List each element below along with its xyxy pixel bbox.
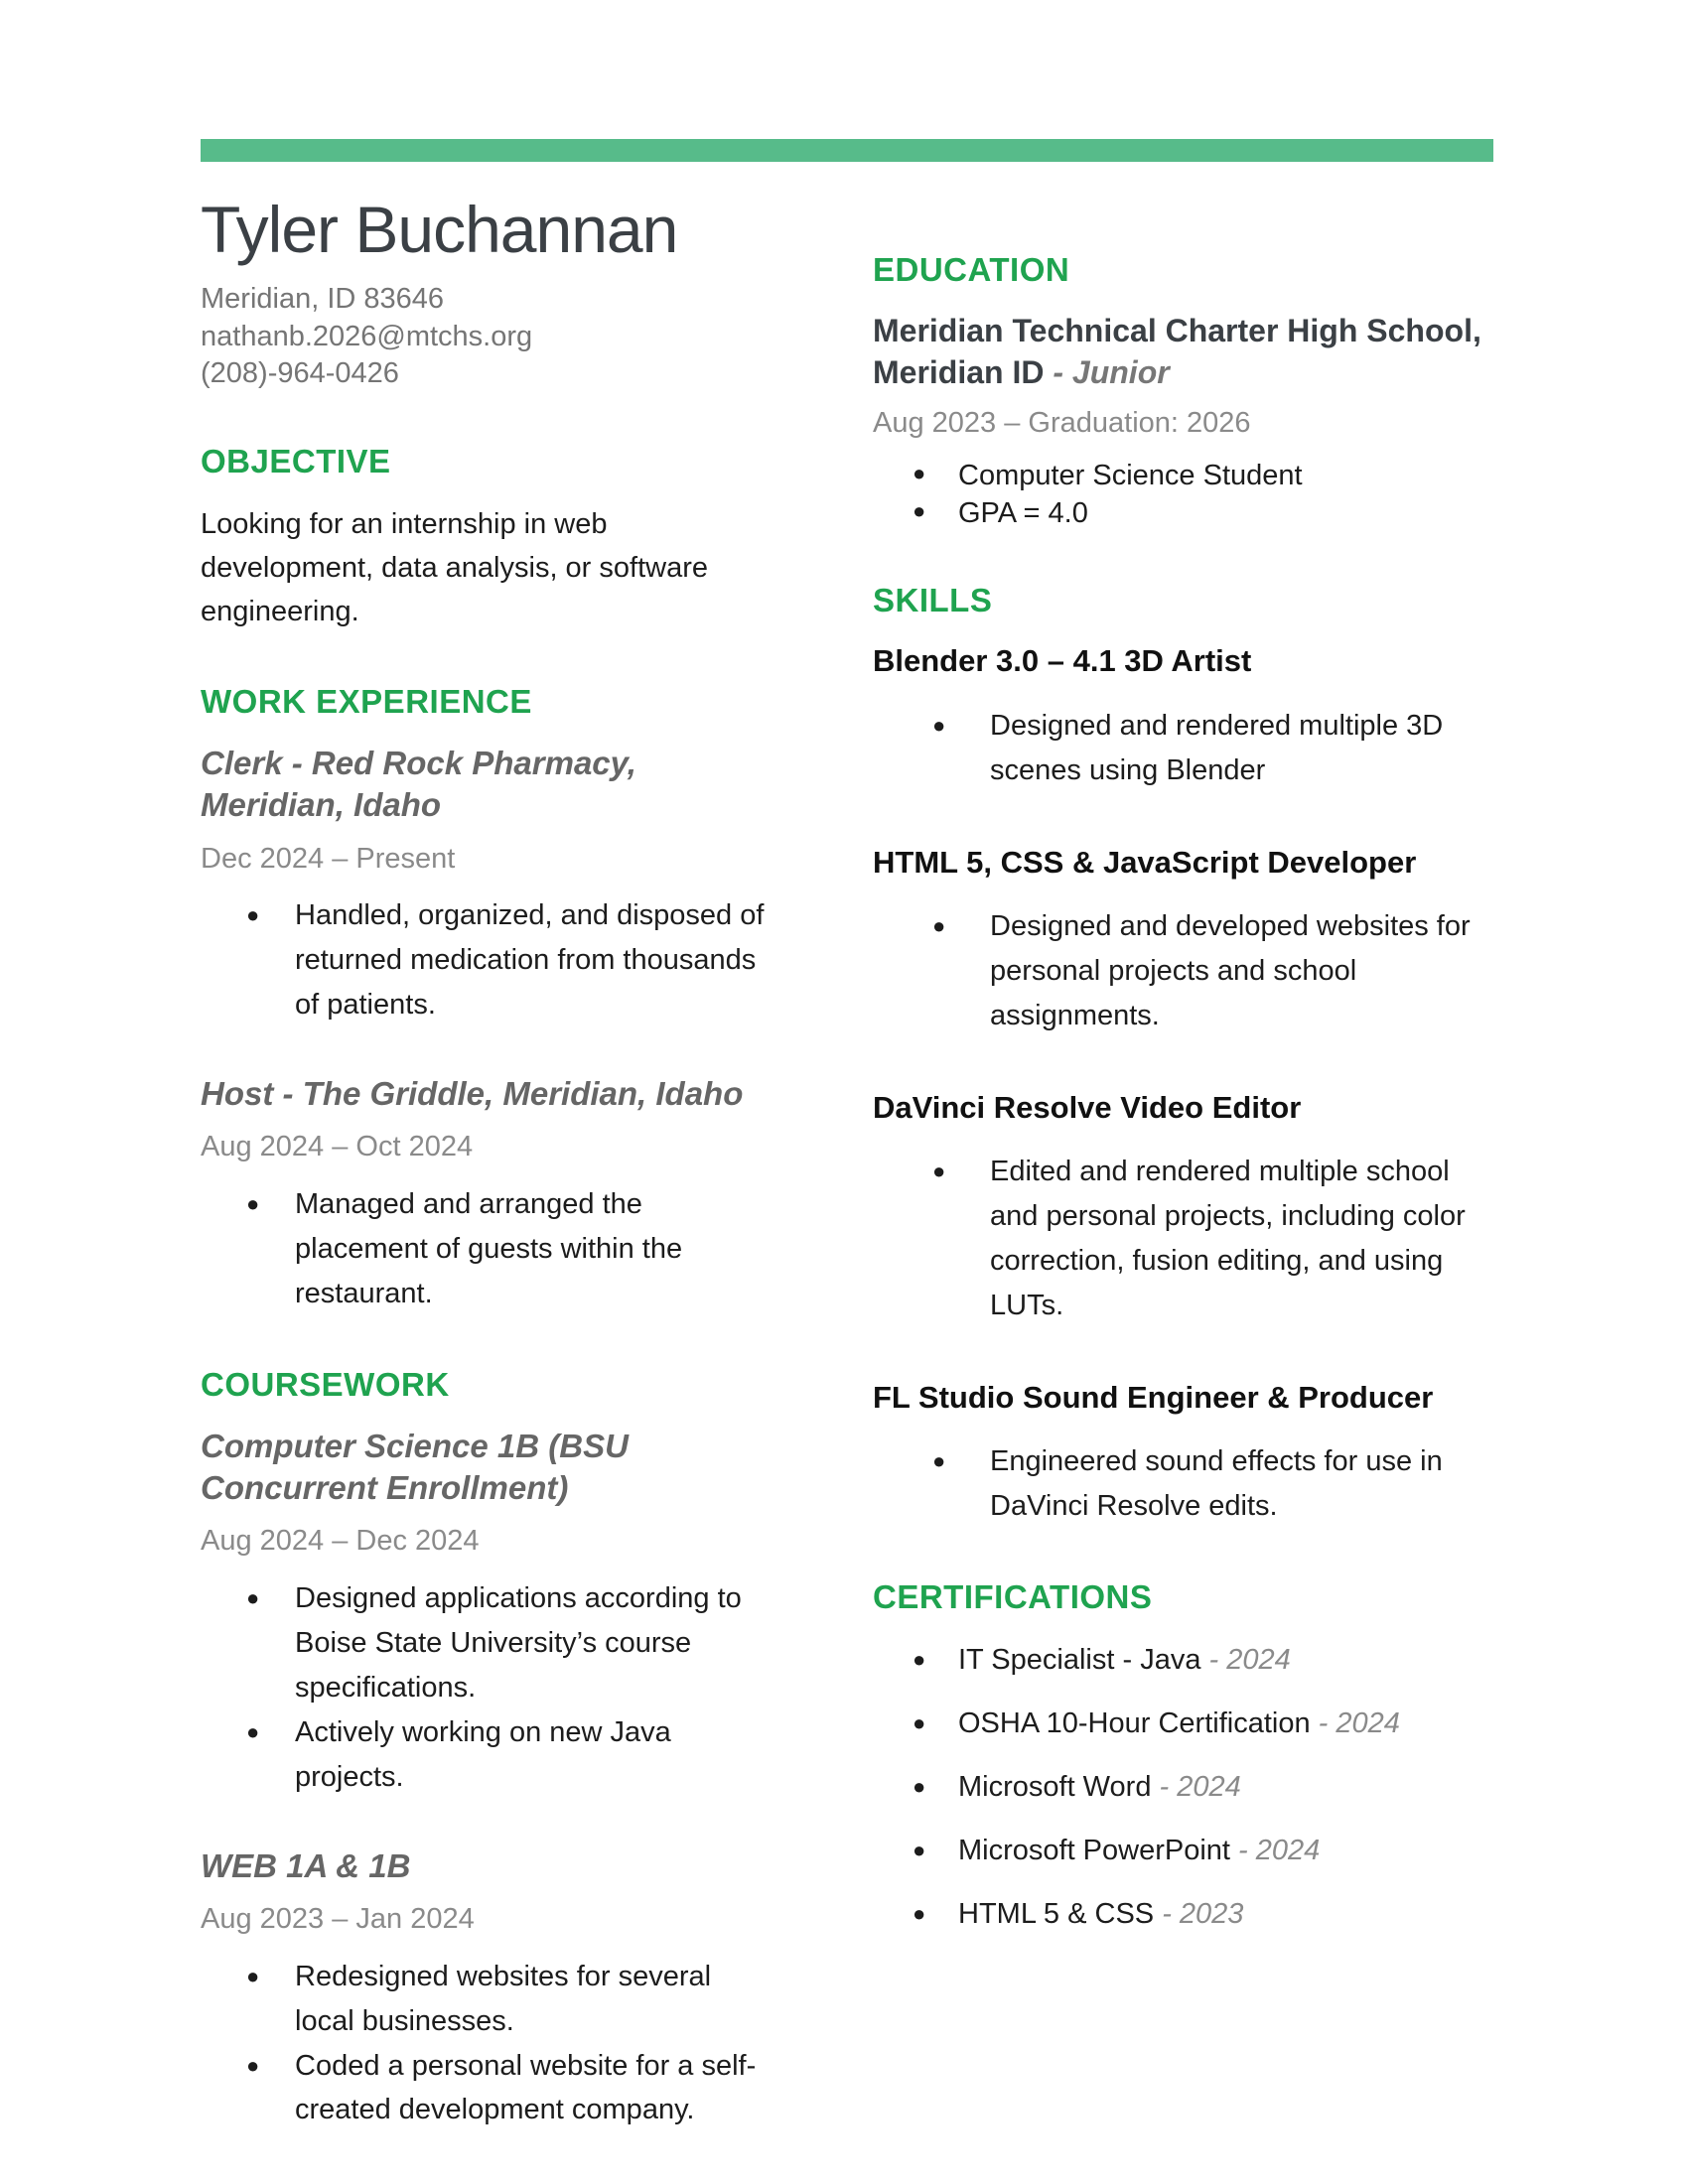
skill-entry — [873, 1378, 1496, 1529]
certification-name: HTML 5 & CSS — [958, 1897, 1163, 1930]
certifications-section — [873, 1578, 1496, 1937]
bullet-item: ● GPA = 4.0 — [958, 494, 1496, 532]
course-bullet-list — [201, 1576, 772, 1800]
bullet-item: ● Managed and arranged the placement of guests within the restaurant. — [295, 1182, 772, 1316]
skill-entry — [873, 641, 1496, 792]
coursework-section — [201, 1366, 772, 2133]
certification-item — [958, 1702, 1496, 1746]
certification-item — [958, 1765, 1496, 1810]
skill-entry — [873, 1088, 1496, 1328]
certification-year: - 2024 — [1238, 1834, 1321, 1866]
page — [0, 139, 1688, 2132]
bullet-item: ● Engineered sound effects for use in DaVinci Resolve edits. — [990, 1439, 1496, 1529]
contact-location: Meridian, ID 83646 — [201, 282, 445, 315]
skills-heading: SKILLS — [873, 582, 993, 619]
work-experience-heading: WORK EXPERIENCE — [201, 683, 532, 721]
objective-section — [201, 443, 772, 633]
certification-item — [958, 1829, 1496, 1873]
certification-item — [958, 1892, 1496, 1937]
job-bullet-list — [201, 893, 772, 1027]
job-bullet-list — [201, 1182, 772, 1316]
course-title: WEB 1A & 1B — [201, 1846, 411, 1884]
certification-list — [873, 1638, 1496, 1937]
bullet-item: ● Redesigned websites for several local businesses. — [295, 1955, 772, 2044]
top-accent-bar — [201, 139, 1493, 162]
bullet-item: ● Actively working on new Java projects. — [295, 1710, 772, 1800]
bullet-item: ● Edited and rendered multiple school and personal projects, including color correction, fusion editing, and using LUTs. — [990, 1150, 1496, 1328]
certifications-heading: CERTIFICATIONS — [873, 1577, 1153, 1615]
bullet-item: ● Computer Science Student — [958, 457, 1496, 494]
bullet-item: ● Designed applications according to Boise State University’s course specifications. — [295, 1576, 772, 1710]
skill-name: DaVinci Resolve Video Editor — [873, 1089, 1302, 1125]
job-title: Clerk - Red Rock Pharmacy, Meridian, Idaho — [201, 745, 636, 824]
education-bullet-list — [873, 457, 1496, 533]
skill-bullet-list — [873, 1150, 1496, 1328]
person-name: Tyler Buchannan — [201, 193, 678, 266]
resume-body — [201, 194, 1496, 2132]
contact-phone: (208)-964-0426 — [201, 357, 399, 390]
certification-name: OSHA 10-Hour Certification — [958, 1706, 1319, 1739]
job-dates: Aug 2024 – Oct 2024 — [201, 1131, 474, 1163]
job-title: Host - The Griddle, Meridian, Idaho — [201, 1075, 744, 1113]
job-entry — [201, 743, 772, 1027]
school-name: Meridian Technical Charter High School, Meridian ID — [873, 313, 1481, 390]
objective-text: Looking for an internship in web development, data analysis, or software engineering. — [201, 507, 708, 628]
work-experience-section — [201, 683, 772, 1316]
bullet-item: ● Designed and rendered multiple 3D scenes using Blender — [990, 704, 1496, 793]
skill-name: HTML 5, CSS & JavaScript Developer — [873, 844, 1417, 880]
course-dates: Aug 2023 – Jan 2024 — [201, 1902, 475, 1935]
course-bullet-list — [201, 1955, 772, 2133]
job-entry — [201, 1073, 772, 1316]
bullet-item: ● Designed and developed websites for personal projects and school assignments. — [990, 904, 1496, 1038]
certification-year: - 2024 — [1318, 1706, 1400, 1739]
school-name-line — [873, 311, 1496, 393]
course-entry — [201, 1426, 772, 1800]
certification-name: Microsoft Word — [958, 1770, 1160, 1803]
education-dates: Aug 2023 – Graduation: 2026 — [873, 407, 1251, 440]
certification-year: - 2024 — [1159, 1770, 1241, 1803]
bullet-item: ● Coded a personal website for a self-created development company. — [295, 2044, 772, 2133]
skill-name: FL Studio Sound Engineer & Producer — [873, 1379, 1434, 1415]
certification-item — [958, 1638, 1496, 1683]
job-dates: Dec 2024 – Present — [201, 842, 456, 875]
contact-email: nathanb.2026@mtchs.org — [201, 320, 533, 352]
course-dates: Aug 2024 – Dec 2024 — [201, 1525, 480, 1558]
skill-name: Blender 3.0 – 4.1 3D Artist — [873, 643, 1252, 679]
certification-name: Microsoft PowerPoint — [958, 1834, 1239, 1866]
objective-heading: OBJECTIVE — [201, 442, 391, 479]
skills-section — [873, 582, 1496, 1529]
skill-entry — [873, 843, 1496, 1038]
bullet-item: ● Handled, organized, and disposed of returned medication from thousands of patients. — [295, 893, 772, 1027]
education-section — [873, 251, 1496, 532]
school-grade-level: - Junior — [1053, 353, 1170, 390]
skill-bullet-list — [873, 904, 1496, 1038]
right-column — [873, 194, 1496, 2132]
coursework-heading: COURSEWORK — [201, 1365, 450, 1403]
certification-year: - 2024 — [1208, 1643, 1291, 1676]
left-column — [201, 194, 772, 2132]
course-title: Computer Science 1B (BSU Concurrent Enrollment) — [201, 1427, 629, 1507]
skill-bullet-list — [873, 704, 1496, 793]
certification-name: IT Specialist - Java — [958, 1643, 1209, 1676]
course-entry — [201, 1845, 772, 2133]
certification-year: - 2023 — [1162, 1897, 1244, 1930]
education-heading: EDUCATION — [873, 251, 1070, 288]
skill-bullet-list — [873, 1439, 1496, 1529]
